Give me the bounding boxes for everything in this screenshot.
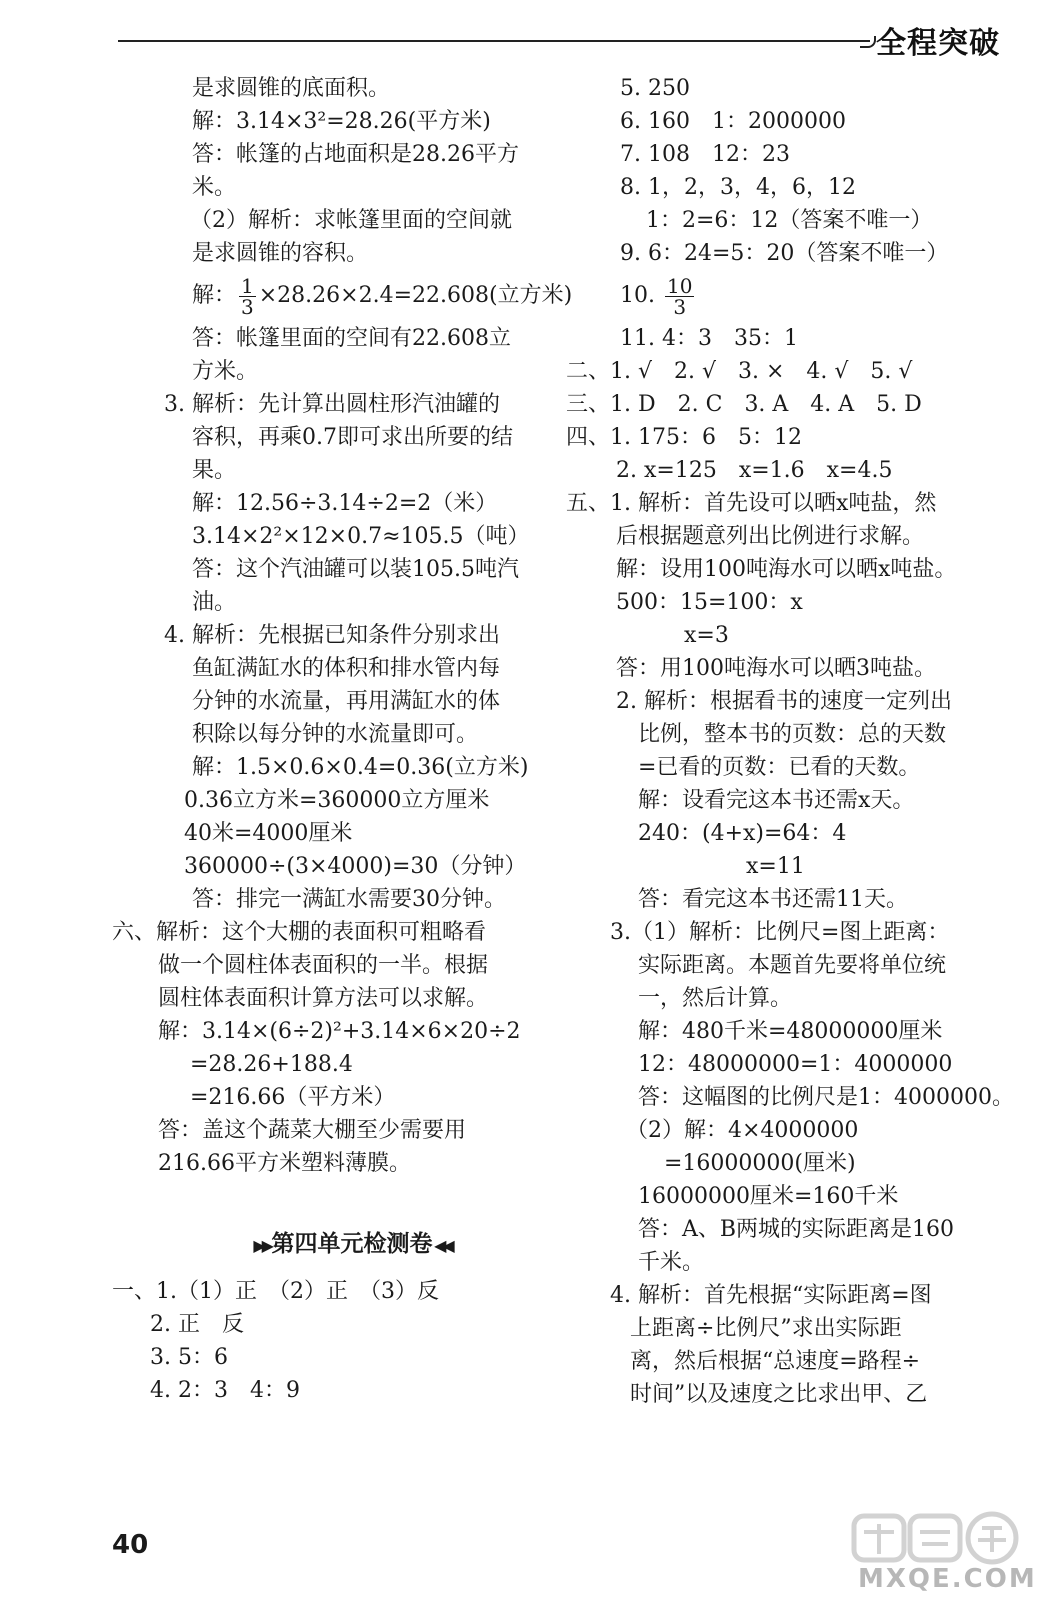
- line-prefix: 解：: [192, 283, 237, 308]
- line-text: ×28.26×2.4=22.608(立方米): [258, 283, 573, 308]
- text-line: 千米。: [638, 1250, 705, 1275]
- text-line: =已看的页数：已看的天数。: [638, 755, 921, 780]
- text-line: 216.66平方米塑料薄膜。: [158, 1151, 411, 1176]
- text-line: 米。: [192, 175, 237, 200]
- text-line: 答：排完一满缸水需要30分钟。: [192, 887, 506, 912]
- text-line: 果。: [192, 458, 237, 483]
- text-line: x=3: [684, 623, 729, 648]
- text-line: 答：这幅图的比例尺是1：4000000。: [638, 1085, 1014, 1110]
- fraction-numerator: 10: [666, 273, 693, 298]
- text-line: x=11: [746, 854, 805, 879]
- text-line: 二、1. √ 2. √ 3. × 4. √ 5. √: [566, 359, 913, 384]
- text-line: 4. 解析：首先根据“实际距离=图: [610, 1283, 932, 1308]
- text-line: 4. 2：3 4：9: [150, 1378, 300, 1403]
- text-line: 油。: [192, 590, 237, 615]
- right-column: [566, 72, 1014, 1411]
- text-line: [112, 270, 573, 322]
- text-line: 四、1. 175：6 5：12: [566, 425, 802, 450]
- line-prefix: 10.: [620, 283, 662, 308]
- double-arrow-right-icon: ▶▶: [253, 1236, 272, 1255]
- text-line: 7. 108 12：23: [620, 142, 790, 167]
- text-line: （2）解：4×4000000: [626, 1118, 859, 1143]
- text-line: 3. 解析：先计算出圆柱形汽油罐的: [164, 392, 500, 417]
- text-line: 方米。: [192, 359, 259, 384]
- text-line: （2）解析：求帐篷里面的空间就: [190, 208, 512, 233]
- text-line: 积除以每分钟的水流量即可。: [192, 722, 479, 747]
- text-line: 后根据题意列出比例进行求解。: [616, 524, 925, 549]
- text-line: 上距离÷比例尺”求出实际距: [630, 1316, 902, 1341]
- text-line: 分钟的水流量，再用满缸水的体: [192, 689, 501, 714]
- section-heading: [112, 1213, 552, 1275]
- text-line: 是求圆锥的容积。: [192, 241, 369, 266]
- text-line: 容积，再乘0.7即可求出所要的结: [192, 425, 513, 450]
- text-line: 8. 1，2，3，4，6，12: [620, 175, 856, 200]
- text-line: 答：盖这个蔬菜大棚至少需要用: [158, 1118, 467, 1143]
- text-line: 答：帐篷里面的空间有22.608立: [192, 326, 511, 351]
- fraction: [239, 273, 256, 319]
- text-line: 做一个圆柱体表面积的一半。根据: [158, 953, 489, 978]
- text-line: 比例，整本书的页数：总的天数: [638, 722, 947, 747]
- text-line: 3.14×2²×12×0.7≈105.5（吨）: [192, 524, 530, 549]
- text-line: 圆柱体表面积计算方法可以求解。: [158, 986, 489, 1011]
- text-line: 11. 4：3 35：1: [620, 326, 798, 351]
- text-line: 答：这个汽油罐可以装105.5吨汽: [192, 557, 519, 582]
- text-line: 解：480千米=48000000厘米: [638, 1019, 943, 1044]
- text-line: 时间”以及速度之比求出甲、乙: [630, 1382, 928, 1407]
- fraction-denominator: 3: [673, 294, 687, 319]
- fraction-numerator: 1: [241, 273, 254, 298]
- text-line: 4. 解析：先根据已知条件分别求出: [164, 623, 500, 648]
- text-line: 是求圆锥的底面积。: [192, 76, 391, 101]
- header-rule: [118, 40, 870, 42]
- text-line: 解：3.14×3²=28.26(平方米): [192, 109, 491, 134]
- section-title: 第四单元检测卷: [271, 1231, 433, 1257]
- text-line: 解：设看完这本书还需x天。: [638, 788, 915, 813]
- text-line: 解：1.5×0.6×0.4=0.36(立方米): [192, 755, 529, 780]
- text-line: [112, 1180, 552, 1213]
- text-line: 1：2=6：12（答案不唯一）: [646, 208, 933, 233]
- text-line: 答：用100吨海水可以晒3吨盐。: [616, 656, 936, 681]
- text-line: 解：12.56÷3.14÷2=2（米）: [192, 491, 498, 516]
- text-line: 一，然后计算。: [638, 986, 793, 1011]
- text-line: 3.（1）解析：比例尺=图上距离：: [610, 920, 950, 945]
- text-line: 离，然后根据“总速度=路程÷: [630, 1349, 921, 1374]
- page-number: 40: [112, 1530, 149, 1560]
- text-line: 2. 解析：根据看书的速度一定列出: [616, 689, 952, 714]
- text-line: =16000000(厘米): [664, 1151, 856, 1176]
- text-line: 16000000厘米=160千米: [638, 1184, 899, 1209]
- text-line: 9. 6：24=5：20（答案不唯一）: [620, 241, 949, 266]
- fraction-denominator: 3: [241, 294, 254, 319]
- text-line: 240：(4+x)=64：4: [638, 821, 847, 846]
- text-line: 六、解析：这个大棚的表面积可粗略看: [112, 920, 487, 945]
- text-line: 实际距离。本题首先要将单位统: [638, 953, 947, 978]
- text-line: 一、1.（1）正 （2）正 （3）反: [112, 1279, 439, 1304]
- double-arrow-left-icon: ◀◀: [432, 1236, 451, 1255]
- text-line: 12：48000000=1：4000000: [638, 1052, 953, 1077]
- text-line: 500：15=100：x: [616, 590, 803, 615]
- text-line: 2. 正 反: [150, 1312, 244, 1337]
- text-line: 0.36立方米=360000立方厘米: [184, 788, 490, 813]
- text-line: [566, 270, 996, 322]
- text-line: 解：3.14×(6÷2)²+3.14×6×20÷2: [158, 1019, 521, 1044]
- text-line: 答：帐篷的占地面积是28.26平方: [192, 142, 519, 167]
- text-line: 三、1. D 2. C 3. A 4. A 5. D: [566, 392, 922, 417]
- text-line: 五、1. 解析：首先设可以晒x吨盐，然: [566, 491, 937, 516]
- header-title: 全程突破: [876, 26, 1000, 61]
- text-line: 鱼缸满缸水的体积和排水管内每: [192, 656, 501, 681]
- text-line: 6. 160 1：2000000: [620, 109, 846, 134]
- text-line: 答：看完这本书还需11天。: [638, 887, 908, 912]
- left-column: [112, 72, 573, 1407]
- text-line: 答：A、B两城的实际距离是160: [638, 1217, 955, 1242]
- text-line: 2. x=125 x=1.6 x=4.5: [616, 458, 893, 483]
- text-line: 360000÷(3×4000)=30（分钟）: [184, 854, 527, 879]
- text-line: 解：设用100吨海水可以晒x吨盐。: [616, 557, 957, 582]
- header-rule-hook: [860, 36, 876, 48]
- watermark-url: MXQE.COM: [858, 1564, 1037, 1594]
- text-line: 40米=4000厘米: [184, 821, 353, 846]
- text-line: 5. 250: [620, 76, 690, 101]
- text-line: 3. 5：6: [150, 1345, 228, 1370]
- text-line: =28.26+188.4: [190, 1052, 353, 1077]
- fraction: [665, 273, 694, 319]
- text-line: =216.66（平方米）: [190, 1085, 396, 1110]
